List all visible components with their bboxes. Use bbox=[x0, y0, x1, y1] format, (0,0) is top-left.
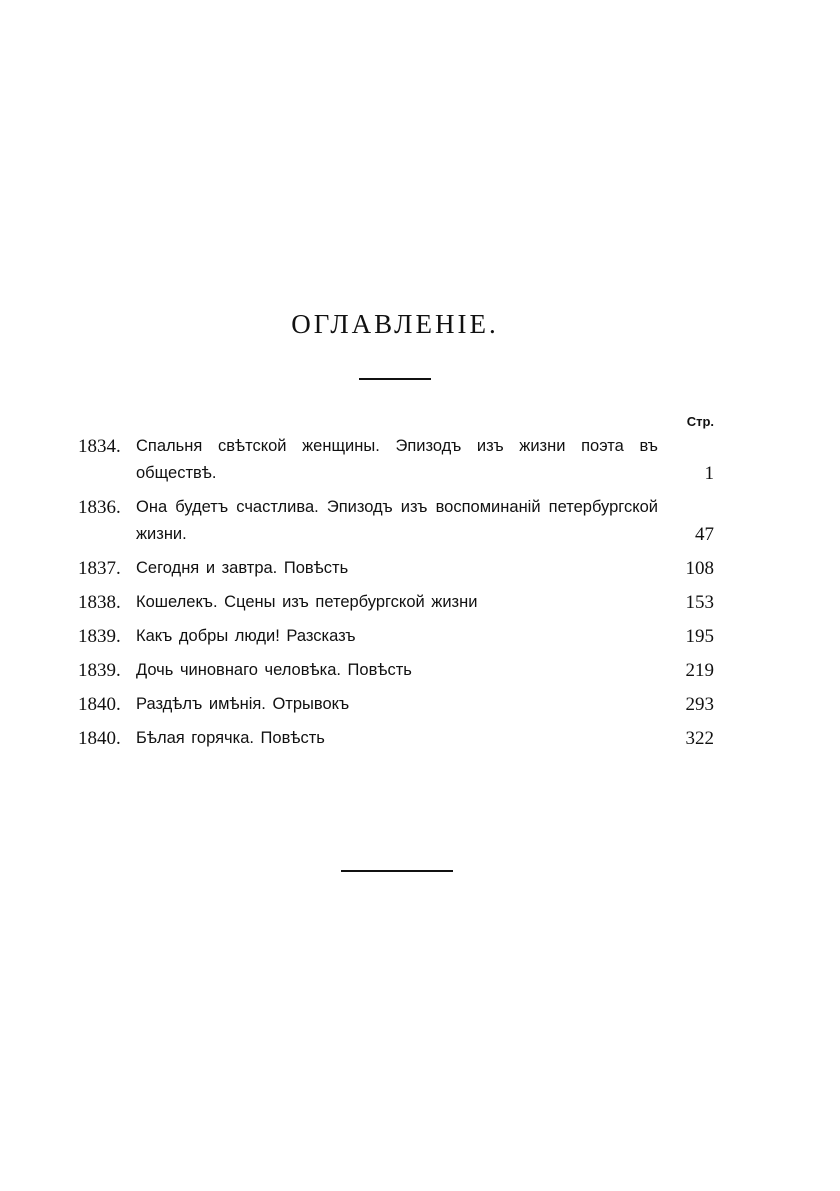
toc-entry-title: Какъ добры люди! Разсказъ bbox=[136, 627, 356, 645]
toc-entry-year: 1839. bbox=[78, 626, 121, 647]
toc-entry-page: 1 bbox=[704, 463, 714, 484]
toc-entry-page: 153 bbox=[685, 592, 714, 613]
toc-entry-page: 108 bbox=[685, 558, 714, 579]
toc-entry bbox=[78, 433, 714, 487]
toc-entry-page: 322 bbox=[685, 728, 714, 749]
toc-entry bbox=[78, 589, 714, 616]
toc-entry-title: Она будетъ счастлива. Эпизодъ изъ воспоминаній петербургской жизни. bbox=[136, 498, 658, 543]
title-divider bbox=[359, 378, 431, 380]
toc-entry-title: Бѣлая горячка. Повѣсть bbox=[136, 729, 325, 747]
toc-entry bbox=[78, 555, 714, 582]
toc-entry-year: 1840. bbox=[78, 694, 121, 715]
toc-entry-year: 1836. bbox=[78, 497, 121, 518]
table-of-contents bbox=[78, 433, 714, 759]
closing-divider bbox=[341, 870, 453, 872]
toc-entry-title: Спальня свѣтской женщины. Эпизодъ изъ жизни поэта въ обществѣ. bbox=[136, 437, 658, 482]
toc-entry-page: 293 bbox=[685, 694, 714, 715]
toc-entry-title: Раздѣлъ имѣнія. Отрывокъ bbox=[136, 695, 350, 713]
toc-entry-title: Сегодня и завтра. Повѣсть bbox=[136, 559, 349, 577]
toc-entry bbox=[78, 623, 714, 650]
toc-entry-year: 1838. bbox=[78, 592, 121, 613]
toc-entry-title: Кошелекъ. Сцены изъ петербургской жизни bbox=[136, 593, 478, 611]
toc-entry-year: 1839. bbox=[78, 660, 121, 681]
page-column-label: Стр. bbox=[686, 414, 714, 429]
toc-entry bbox=[78, 691, 714, 718]
toc-entry-page: 219 bbox=[685, 660, 714, 681]
toc-entry-page: 195 bbox=[685, 626, 714, 647]
page-title: ОГЛАВЛЕНІЕ. bbox=[291, 309, 499, 339]
toc-entry-year: 1834. bbox=[78, 436, 121, 457]
toc-entry bbox=[78, 657, 714, 684]
toc-entry-year: 1837. bbox=[78, 558, 121, 579]
toc-entry-title: Дочь чиновнаго человѣка. Повѣсть bbox=[136, 661, 412, 679]
toc-entry bbox=[78, 725, 714, 752]
toc-entry-year: 1840. bbox=[78, 728, 121, 749]
toc-entry-page: 47 bbox=[695, 524, 714, 545]
toc-entry bbox=[78, 494, 714, 548]
